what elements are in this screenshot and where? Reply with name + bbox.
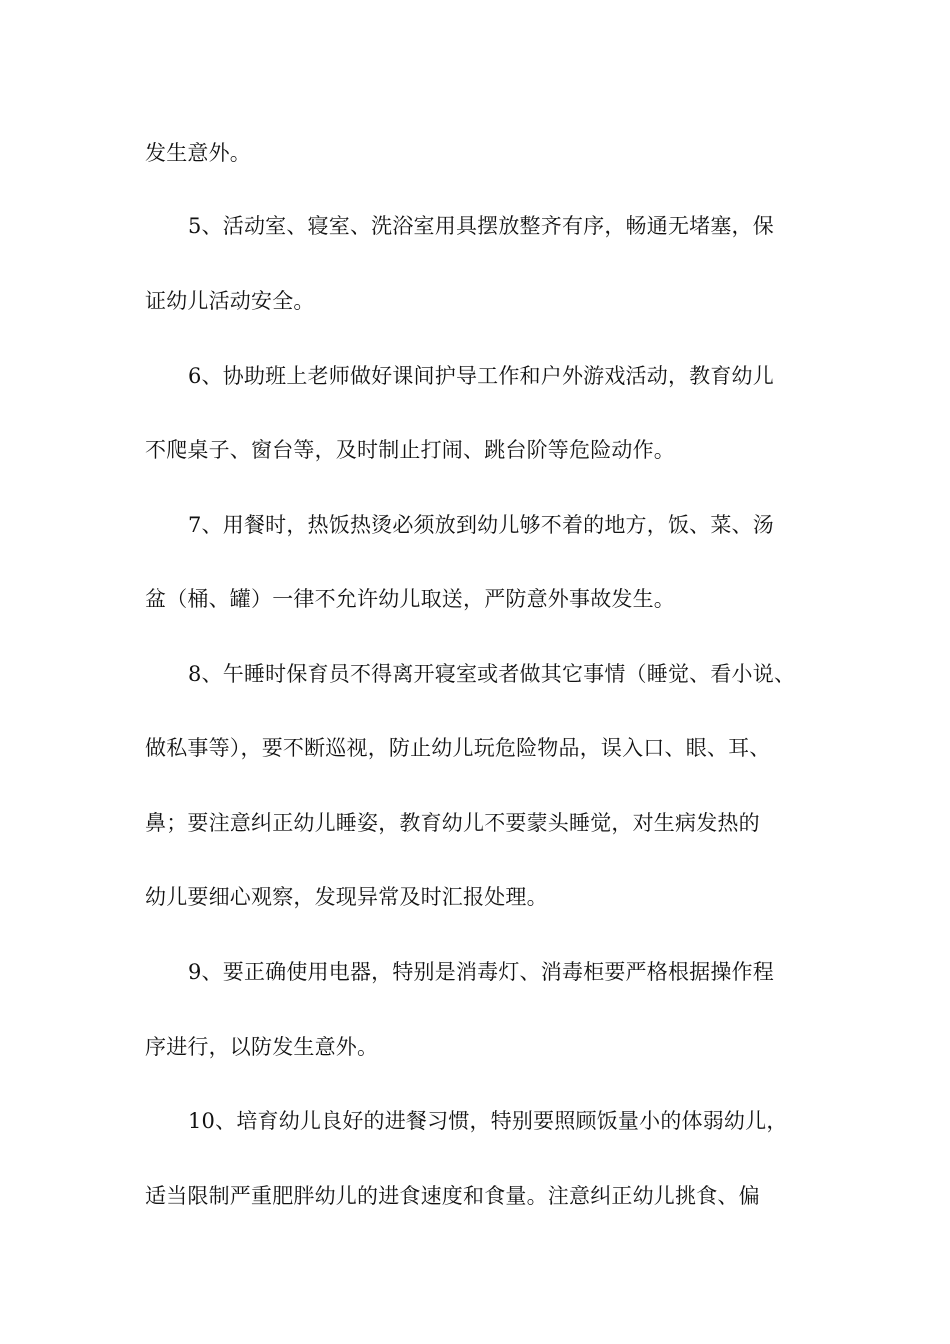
paragraph-6-line-2: 不爬桌子、窗台等，及时制止打闹、跳台阶等危险动作。 — [145, 438, 675, 462]
paragraph-7-line-1: 7、用餐时，热饭热烫必须放到幼儿够不着的地方，饭、菜、汤 — [188, 513, 774, 537]
paragraph-8-line-1: 8、午睡时保育员不得离开寝室或者做其它事情（睡觉、看小说、 — [188, 662, 796, 686]
paragraph-7-line-2: 盆（桶、罐）一律不允许幼儿取送，严防意外事故发生。 — [145, 587, 675, 611]
paragraph-8-line-3: 鼻；要注意纠正幼儿睡姿，教育幼儿不要蒙头睡觉，对生病发热的 — [145, 811, 760, 835]
paragraph-8-line-2: 做私事等），要不断巡视，防止幼儿玩危险物品，误入口、眼、耳、 — [145, 736, 771, 760]
paragraph-10-line-2: 适当限制严重肥胖幼儿的进食速度和食量。注意纠正幼儿挑食、偏 — [145, 1184, 760, 1208]
paragraph-8-line-4: 幼儿要细心观察，发现异常及时汇报处理。 — [145, 885, 548, 909]
paragraph-5-line-2: 证幼儿活动安全。 — [145, 289, 315, 313]
paragraph-6-line-1: 6、协助班上老师做好课间护导工作和户外游戏活动，教育幼儿 — [188, 364, 774, 388]
text-line: 发生意外。 — [145, 141, 251, 165]
paragraph-9-line-2: 序进行，以防发生意外。 — [145, 1035, 379, 1059]
paragraph-10-line-1: 10、培育幼儿良好的进餐习惯，特别要照顾饭量小的体弱幼儿， — [188, 1109, 788, 1133]
paragraph-5-line-1: 5、活动室、寝室、洗浴室用具摆放整齐有序，畅通无堵塞，保 — [188, 214, 774, 238]
paragraph-9-line-1: 9、要正确使用电器，特别是消毒灯、消毒柜要严格根据操作程 — [188, 960, 774, 984]
